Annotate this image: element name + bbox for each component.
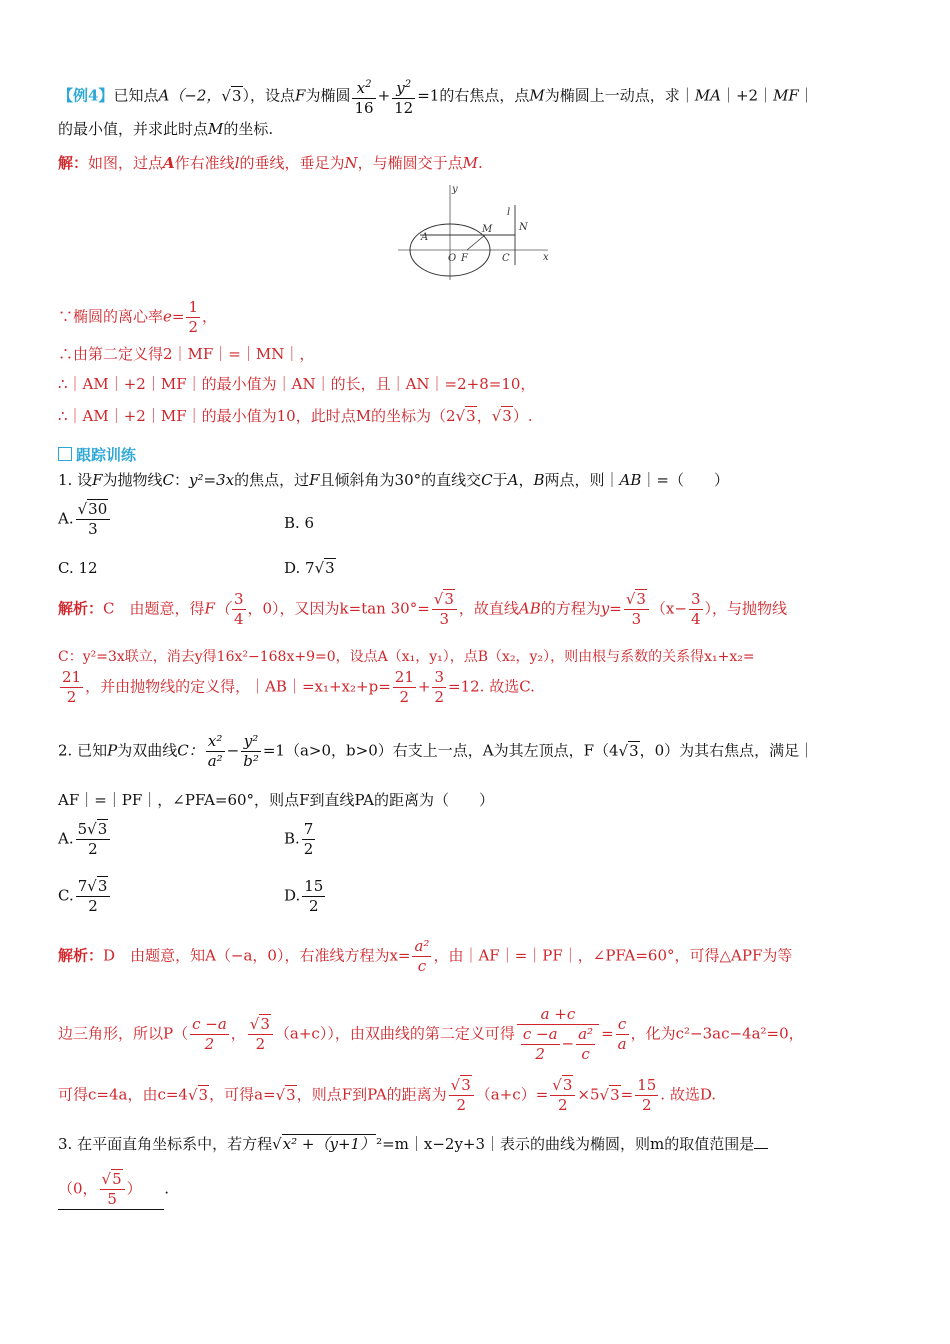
q2-stem: 2. 已知P为双曲线C： $\frac{\text{x²}}{\text{a²}}$ − $\frac{\text{y²}}{\text{b²}}$ =1（a>0，b>0）右支上一点，A为其左顶点，F（4√3，0）为其右焦点，满足｜ <box>58 732 815 770</box>
label-c: C <box>502 253 510 264</box>
q1-answer-line-3: $\frac{21}{2}$ ，并由抛物线的定义得，｜AB｜=x₁+x₂+p= $\frac{21}{2}$ + $\frac{3}{2}$ =12. 故选C. <box>62 668 535 706</box>
q2-option-a[interactable]: A. $\frac{5√3}{2}$ <box>58 820 112 859</box>
example-line-1: 【例4】已知点A（−2，√3），设点F为椭圆 $\frac{x^2}{16}$ + $\frac{y^2}{12}$ =1的右焦点，点M为椭圆上一动点，求｜MA｜+2｜MF｜ <box>58 75 900 118</box>
q1-option-b[interactable]: B. 6 <box>284 514 315 532</box>
label-o: O <box>448 253 457 264</box>
fraction: $\frac{1}{2}$ <box>188 298 199 336</box>
q1-stem: 1. 设F为抛物线C：y²=3x的焦点，过F且倾斜角为30°的直线交C于A，B两点，则｜AB｜=（ ） <box>58 471 729 489</box>
label-l: l <box>507 207 511 218</box>
label-f: F <box>461 253 468 264</box>
q1-answer-line-1: 解析：C 由题意，得F（ $\frac{3}{4}$ ，0），又因为k=tan 30°= $\frac{√3}{3}$ ，故直线AB的方程为y= $\frac{√3}{3}$ （x− $\frac{3}{4}$ ），与抛物线 <box>58 590 788 628</box>
section-heading: 跟踪训练 <box>58 444 136 466</box>
label-n: N <box>519 222 528 233</box>
fraction: $\frac{y^2}{12}$ <box>392 75 415 118</box>
example-tag: 【例4】 <box>58 86 114 105</box>
label-y: y <box>452 184 458 195</box>
q1-option-c[interactable]: C. 12 <box>58 559 98 577</box>
solution-ecc: ∵椭圆的离心率e= $\frac{1}{2}$ ， <box>58 298 218 336</box>
q3-answer: （0， $\frac{√5}{5}$ ） . <box>58 1170 169 1208</box>
q1-option-a[interactable]: A. $\frac{√30}{3}$ <box>58 500 112 539</box>
solution-step-2: ∴｜AM｜+2｜MF｜的最小值为｜AN｜的长，且｜AN｜=2+8=10， <box>58 375 536 393</box>
label-m: M <box>482 224 493 235</box>
label-x: x <box>543 252 549 263</box>
ellipse-diagram <box>398 180 558 280</box>
fraction: $\frac{x^2}{16}$ <box>352 75 375 118</box>
q2-option-b[interactable]: B. $\frac{7}{2}$ <box>284 820 314 858</box>
q2-answer-line-2: 边三角形，所以P（ $\frac{c -a}{2}$ ， $\frac{√3}{2}$ （a+c）），由双曲线的第二定义可得 a +c $\frac{c -a}{2}$ − $\frac{\text{a²}}{c}$ = $\frac{c}{a}$ ，化为c²−3ac−4a²=0， <box>58 1005 804 1063</box>
q2-option-c[interactable]: C. $\frac{7√3}{2}$ <box>58 877 112 916</box>
solution-step-1: ∴由第二定义得2｜MF｜=｜MN｜， <box>58 345 315 363</box>
solution-intro: 解：如图，过点A作右准线l的垂线，垂足为N，与椭圆交于点M. <box>58 154 483 172</box>
q2-stem-line-2: AF｜=｜PF｜，∠PFA=60°，则点F到直线PA的距离为（ ） <box>58 791 495 809</box>
q2-answer-line-1: 解析：D 由题意，知A（−a，0），右准线方程为x= $\frac{\text{a²}}{c}$ ，由｜AF｜=｜PF｜，∠PFA=60°，可得△APF为等 <box>58 937 793 975</box>
q2-option-d[interactable]: D. $\frac{15}{2}$ <box>284 877 324 915</box>
q2-answer-line-3: 可得c=4a，由c=4√3，可得a=√3，则点F到PA的距离为 $\frac{√3}{2}$ （a+c）= $\frac{√3}{2}$ ×5√3= $\frac{15}{2}$ . 故选D. <box>58 1076 717 1114</box>
q1-option-d[interactable]: D. 7√3 <box>284 559 335 577</box>
label-a: A <box>421 232 429 243</box>
example-line-2: 的最小值，并求此时点M的坐标. <box>58 120 274 138</box>
q1-answer-line-2: C：y²=3x联立，消去y得16x²−168x+9=0，设点A（x₁，y₁），点B（x₂，y₂），则由根与系数的关系得x₁+x₂= <box>58 649 755 665</box>
checkbox-icon <box>58 447 72 461</box>
solution-step-3: ∴｜AM｜+2｜MF｜的最小值为10，此时点M的坐标为（2√3，√3）. <box>58 407 533 425</box>
segment-mf <box>467 235 485 250</box>
q3-stem: 3. 在平面直角坐标系中，若方程√x² +（y+1）²=m｜x−2y+3｜表示的曲线为椭圆，则m的取值范围是 <box>58 1133 900 1155</box>
radical: √3 <box>221 86 242 105</box>
compound-fraction: a +c $\frac{c -a}{2}$ − $\frac{\text{a²}}{c}$ <box>517 1005 599 1064</box>
